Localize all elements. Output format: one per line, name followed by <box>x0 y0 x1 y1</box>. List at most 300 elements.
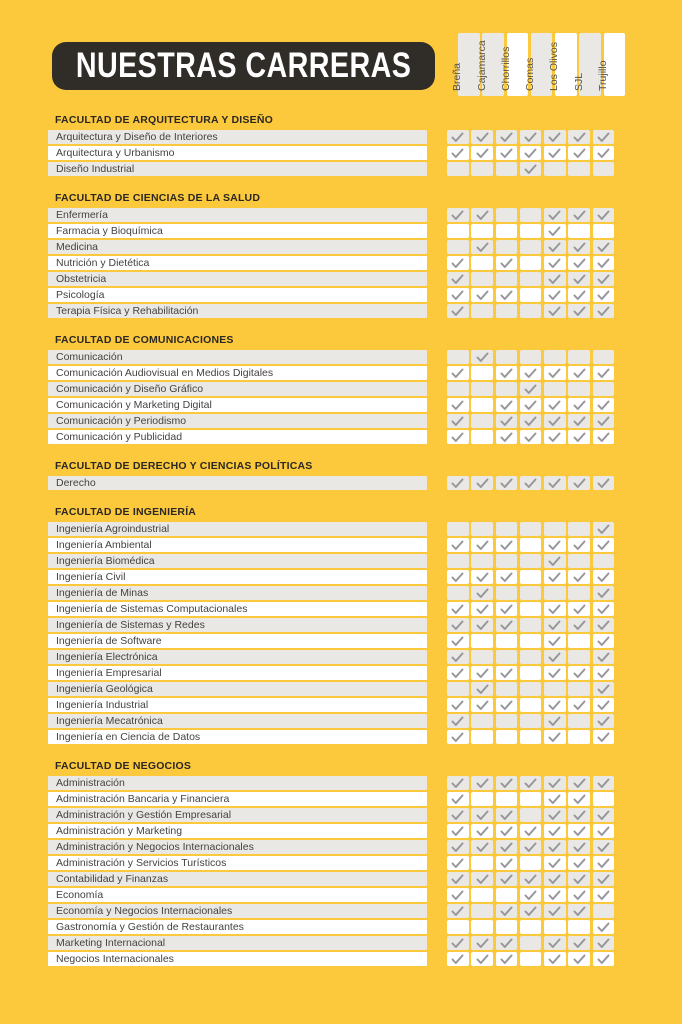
availability-cell-checked <box>544 398 566 412</box>
check-icon <box>500 572 513 583</box>
career-label: Comunicación y Diseño Gráfico <box>48 382 427 396</box>
campus-label: Los Olivos <box>548 41 561 91</box>
check-icon <box>597 716 610 727</box>
check-icon <box>597 668 610 679</box>
campus-label: Trujillo <box>596 60 609 91</box>
availability-cell-empty <box>496 888 518 902</box>
availability-cell-checked <box>471 350 493 364</box>
check-icon <box>451 938 464 949</box>
availability-cell-empty <box>520 350 542 364</box>
check-icon <box>573 620 586 631</box>
availability-cells <box>447 430 614 444</box>
availability-cell-checked <box>447 430 469 444</box>
availability-cells <box>447 130 614 144</box>
availability-cell-checked <box>544 224 566 238</box>
availability-cell-checked <box>447 146 469 160</box>
availability-cell-checked <box>593 522 615 536</box>
campus-label: SJL <box>572 72 585 91</box>
check-icon <box>524 826 537 837</box>
faculty-section <box>48 461 625 490</box>
availability-cell-checked <box>568 146 590 160</box>
availability-cell-checked <box>568 130 590 144</box>
availability-cell-checked <box>471 776 493 790</box>
availability-cell-empty <box>471 382 493 396</box>
availability-cell-checked <box>544 618 566 632</box>
check-icon <box>451 890 464 901</box>
availability-cell-checked <box>496 872 518 886</box>
availability-cell-checked <box>496 256 518 270</box>
check-icon <box>524 416 537 427</box>
availability-cell-empty <box>496 792 518 806</box>
check-icon <box>451 668 464 679</box>
career-row <box>48 146 625 160</box>
check-icon <box>524 400 537 411</box>
check-icon <box>524 148 537 159</box>
check-icon <box>597 540 610 551</box>
availability-cell-checked <box>593 808 615 822</box>
check-icon <box>524 164 537 175</box>
availability-cell-checked <box>471 288 493 302</box>
availability-cell-checked <box>593 650 615 664</box>
check-icon <box>548 416 561 427</box>
career-label: Ingeniería Biomédica <box>48 554 427 568</box>
availability-cell-checked <box>593 920 615 934</box>
availability-cells <box>447 586 614 600</box>
check-icon <box>597 652 610 663</box>
availability-cell-empty <box>568 586 590 600</box>
availability-cell-checked <box>544 430 566 444</box>
check-icon <box>500 148 513 159</box>
availability-cell-checked <box>593 398 615 412</box>
availability-cell-empty <box>447 382 469 396</box>
check-icon <box>573 794 586 805</box>
availability-cells <box>447 522 614 536</box>
availability-cell-checked <box>447 602 469 616</box>
check-icon <box>500 826 513 837</box>
availability-cell-checked <box>568 666 590 680</box>
career-row <box>48 872 625 886</box>
availability-cells <box>447 698 614 712</box>
availability-cell-empty <box>496 350 518 364</box>
check-icon <box>476 148 489 159</box>
availability-cell-empty <box>520 666 542 680</box>
check-icon <box>573 290 586 301</box>
career-label: Negocios Internacionales <box>48 952 427 966</box>
check-icon <box>451 416 464 427</box>
career-row <box>48 634 625 648</box>
check-icon <box>548 668 561 679</box>
availability-cell-checked <box>568 792 590 806</box>
faculty-section <box>48 193 625 318</box>
availability-cell-empty <box>471 888 493 902</box>
availability-cell-checked <box>593 570 615 584</box>
availability-cell-checked <box>544 936 566 950</box>
check-icon <box>573 810 586 821</box>
check-icon <box>476 588 489 599</box>
availability-cell-empty <box>496 162 518 176</box>
availability-cell-checked <box>447 824 469 838</box>
availability-cell-checked <box>568 856 590 870</box>
availability-cell-empty <box>520 698 542 712</box>
availability-cell-empty <box>593 224 615 238</box>
availability-cell-empty <box>568 730 590 744</box>
availability-cell-checked <box>544 538 566 552</box>
availability-cells <box>447 602 614 616</box>
check-icon <box>573 842 586 853</box>
availability-cell-checked <box>471 698 493 712</box>
availability-cell-empty <box>520 682 542 696</box>
check-icon <box>573 826 586 837</box>
career-row <box>48 808 625 822</box>
availability-cell-empty <box>520 554 542 568</box>
career-row <box>48 840 625 854</box>
career-row <box>48 792 625 806</box>
check-icon <box>548 290 561 301</box>
faculty-title: FACULTAD DE ARQUITECTURA Y DISEÑO <box>55 114 273 126</box>
availability-cell-checked <box>520 162 542 176</box>
check-icon <box>597 242 610 253</box>
availability-cell-checked <box>496 856 518 870</box>
check-icon <box>597 290 610 301</box>
check-icon <box>500 906 513 917</box>
check-icon <box>476 778 489 789</box>
availability-cell-checked <box>447 634 469 648</box>
career-row <box>48 952 625 966</box>
check-icon <box>500 668 513 679</box>
availability-cell-checked <box>568 414 590 428</box>
availability-cells <box>447 952 614 966</box>
check-icon <box>548 478 561 489</box>
check-icon <box>573 778 586 789</box>
availability-cell-checked <box>568 776 590 790</box>
check-icon <box>500 400 513 411</box>
availability-cell-empty <box>520 856 542 870</box>
faculty-title: FACULTAD DE COMUNICACIONES <box>55 334 234 346</box>
career-label: Derecho <box>48 476 427 490</box>
check-icon <box>597 258 610 269</box>
availability-cell-checked <box>447 208 469 222</box>
check-icon <box>597 700 610 711</box>
availability-cell-checked <box>544 602 566 616</box>
availability-cell-empty <box>447 350 469 364</box>
check-icon <box>573 242 586 253</box>
availability-cell-empty <box>471 430 493 444</box>
availability-cell-checked <box>593 936 615 950</box>
availability-cell-empty <box>544 522 566 536</box>
check-icon <box>573 890 586 901</box>
career-label: Obstetricia <box>48 272 427 286</box>
check-icon <box>476 620 489 631</box>
career-label: Contabilidad y Finanzas <box>48 872 427 886</box>
campus-label: Cajamarca <box>475 40 488 91</box>
availability-cell-checked <box>447 366 469 380</box>
availability-cell-checked <box>496 570 518 584</box>
availability-cell-checked <box>568 904 590 918</box>
availability-cell-empty <box>496 208 518 222</box>
availability-cell-empty <box>471 224 493 238</box>
check-icon <box>476 210 489 221</box>
availability-cell-empty <box>520 920 542 934</box>
check-icon <box>476 242 489 253</box>
availability-cell-checked <box>568 872 590 886</box>
availability-cell-checked <box>496 146 518 160</box>
check-icon <box>524 132 537 143</box>
availability-cell-empty <box>544 682 566 696</box>
availability-cell-checked <box>471 952 493 966</box>
check-icon <box>573 400 586 411</box>
check-icon <box>476 290 489 301</box>
availability-cell-empty <box>496 224 518 238</box>
career-row <box>48 304 625 318</box>
career-row <box>48 856 625 870</box>
availability-cell-checked <box>568 936 590 950</box>
check-icon <box>500 604 513 615</box>
check-icon <box>451 210 464 221</box>
availability-cell-checked <box>520 840 542 854</box>
availability-cell-checked <box>593 476 615 490</box>
faculty-section <box>48 507 625 744</box>
availability-cell-checked <box>447 650 469 664</box>
check-icon <box>500 954 513 965</box>
availability-cell-checked <box>520 398 542 412</box>
availability-cell-checked <box>593 666 615 680</box>
career-label: Ingeniería Civil <box>48 570 427 584</box>
career-row <box>48 666 625 680</box>
availability-cells <box>447 476 614 490</box>
availability-cell-empty <box>496 682 518 696</box>
check-icon <box>548 132 561 143</box>
availability-cells <box>447 208 614 222</box>
career-label: Ingeniería de Software <box>48 634 427 648</box>
availability-cells <box>447 304 614 318</box>
career-label: Administración y Servicios Turísticos <box>48 856 427 870</box>
availability-cell-checked <box>593 256 615 270</box>
availability-cell-empty <box>520 304 542 318</box>
availability-cells <box>447 714 614 728</box>
availability-cell-checked <box>496 808 518 822</box>
page-title: NUESTRAS CARRERAS <box>75 46 412 85</box>
career-label: Nutrición y Dietética <box>48 256 427 270</box>
availability-cell-empty <box>496 240 518 254</box>
availability-cell-empty <box>544 920 566 934</box>
check-icon <box>500 416 513 427</box>
check-icon <box>476 842 489 853</box>
availability-cell-empty <box>471 398 493 412</box>
availability-cell-checked <box>496 366 518 380</box>
availability-cell-checked <box>471 824 493 838</box>
check-icon <box>500 290 513 301</box>
availability-cell-checked <box>447 272 469 286</box>
check-icon <box>573 306 586 317</box>
check-icon <box>548 716 561 727</box>
availability-cell-empty <box>568 634 590 648</box>
availability-cell-checked <box>496 288 518 302</box>
check-icon <box>451 906 464 917</box>
availability-cell-empty <box>471 304 493 318</box>
check-icon <box>451 572 464 583</box>
career-row <box>48 730 625 744</box>
availability-cell-empty <box>593 382 615 396</box>
availability-cell-checked <box>593 872 615 886</box>
career-row <box>48 256 625 270</box>
availability-cell-empty <box>568 682 590 696</box>
career-label: Comunicación y Publicidad <box>48 430 427 444</box>
availability-cell-checked <box>447 130 469 144</box>
check-icon <box>597 306 610 317</box>
check-icon <box>548 732 561 743</box>
availability-cell-empty <box>471 634 493 648</box>
check-icon <box>597 604 610 615</box>
check-icon <box>597 478 610 489</box>
check-icon <box>597 148 610 159</box>
availability-cell-empty <box>568 224 590 238</box>
availability-cell-empty <box>496 650 518 664</box>
availability-cell-checked <box>447 792 469 806</box>
check-icon <box>573 954 586 965</box>
availability-cell-checked <box>593 586 615 600</box>
availability-cell-empty <box>568 162 590 176</box>
availability-cell-checked <box>593 824 615 838</box>
check-icon <box>548 778 561 789</box>
career-row <box>48 240 625 254</box>
availability-cell-checked <box>471 602 493 616</box>
career-row <box>48 698 625 712</box>
availability-cell-empty <box>520 808 542 822</box>
check-icon <box>451 794 464 805</box>
career-label: Ingeniería Agroindustrial <box>48 522 427 536</box>
check-icon <box>597 732 610 743</box>
availability-cell-checked <box>447 256 469 270</box>
availability-cell-checked <box>447 808 469 822</box>
career-label: Ingeniería Ambiental <box>48 538 427 552</box>
career-label: Comunicación y Marketing Digital <box>48 398 427 412</box>
availability-cells <box>447 682 614 696</box>
check-icon <box>451 290 464 301</box>
career-row <box>48 650 625 664</box>
check-icon <box>451 368 464 379</box>
career-row <box>48 586 625 600</box>
availability-cell-checked <box>520 430 542 444</box>
check-icon <box>451 778 464 789</box>
career-label: Gastronomía y Gestión de Restaurantes <box>48 920 427 934</box>
check-icon <box>573 132 586 143</box>
career-label: Marketing Internacional <box>48 936 427 950</box>
career-row <box>48 162 625 176</box>
availability-cell-checked <box>520 130 542 144</box>
availability-cell-checked <box>496 824 518 838</box>
career-label: Comunicación Audiovisual en Medios Digitales <box>48 366 427 380</box>
availability-cell-checked <box>544 240 566 254</box>
availability-cell-checked <box>544 840 566 854</box>
availability-cell-empty <box>593 904 615 918</box>
availability-cell-empty <box>520 602 542 616</box>
faculty-section <box>48 335 625 444</box>
availability-cell-checked <box>471 666 493 680</box>
availability-cell-checked <box>544 730 566 744</box>
availability-cell-empty <box>568 714 590 728</box>
availability-cell-checked <box>544 288 566 302</box>
availability-cell-checked <box>568 476 590 490</box>
availability-cell-checked <box>447 304 469 318</box>
availability-cell-checked <box>593 538 615 552</box>
career-label: Comunicación y Periodismo <box>48 414 427 428</box>
availability-cell-empty <box>520 714 542 728</box>
availability-cell-checked <box>568 366 590 380</box>
availability-cell-checked <box>593 430 615 444</box>
availability-cell-empty <box>568 650 590 664</box>
availability-cell-checked <box>544 554 566 568</box>
availability-cell-checked <box>568 840 590 854</box>
availability-cell-checked <box>593 240 615 254</box>
availability-cell-checked <box>544 272 566 286</box>
availability-cell-checked <box>544 776 566 790</box>
check-icon <box>524 384 537 395</box>
check-icon <box>451 132 464 143</box>
availability-cell-checked <box>447 288 469 302</box>
availability-cell-checked <box>568 808 590 822</box>
check-icon <box>548 826 561 837</box>
availability-cells <box>447 776 614 790</box>
check-icon <box>500 368 513 379</box>
availability-cell-checked <box>496 698 518 712</box>
availability-cell-checked <box>496 476 518 490</box>
check-icon <box>500 810 513 821</box>
career-row <box>48 904 625 918</box>
career-row <box>48 618 625 632</box>
availability-cells <box>447 856 614 870</box>
availability-cell-checked <box>544 904 566 918</box>
career-label: Administración y Marketing <box>48 824 427 838</box>
availability-cell-checked <box>520 824 542 838</box>
availability-cell-checked <box>544 888 566 902</box>
availability-cells <box>447 840 614 854</box>
availability-cell-empty <box>520 730 542 744</box>
career-label: Ingeniería de Minas <box>48 586 427 600</box>
check-icon <box>500 858 513 869</box>
check-icon <box>597 210 610 221</box>
check-icon <box>451 732 464 743</box>
check-icon <box>597 572 610 583</box>
availability-cell-empty <box>471 856 493 870</box>
availability-cell-checked <box>496 538 518 552</box>
availability-cell-checked <box>471 240 493 254</box>
availability-cell-empty <box>496 522 518 536</box>
availability-cells <box>447 366 614 380</box>
availability-cell-checked <box>544 130 566 144</box>
career-row <box>48 920 625 934</box>
availability-cell-empty <box>544 162 566 176</box>
availability-cells <box>447 792 614 806</box>
availability-cell-checked <box>447 666 469 680</box>
availability-cell-checked <box>544 666 566 680</box>
availability-cell-empty <box>496 304 518 318</box>
campus-label: Chorrillos <box>499 46 512 91</box>
check-icon <box>451 258 464 269</box>
check-icon <box>500 132 513 143</box>
availability-cells <box>447 650 614 664</box>
availability-cell-checked <box>447 904 469 918</box>
check-icon <box>573 858 586 869</box>
career-row <box>48 288 625 302</box>
availability-cell-checked <box>544 824 566 838</box>
availability-cell-checked <box>496 840 518 854</box>
availability-cell-checked <box>593 304 615 318</box>
availability-cells <box>447 904 614 918</box>
career-row <box>48 824 625 838</box>
check-icon <box>548 258 561 269</box>
availability-cell-empty <box>447 162 469 176</box>
availability-cell-checked <box>471 570 493 584</box>
